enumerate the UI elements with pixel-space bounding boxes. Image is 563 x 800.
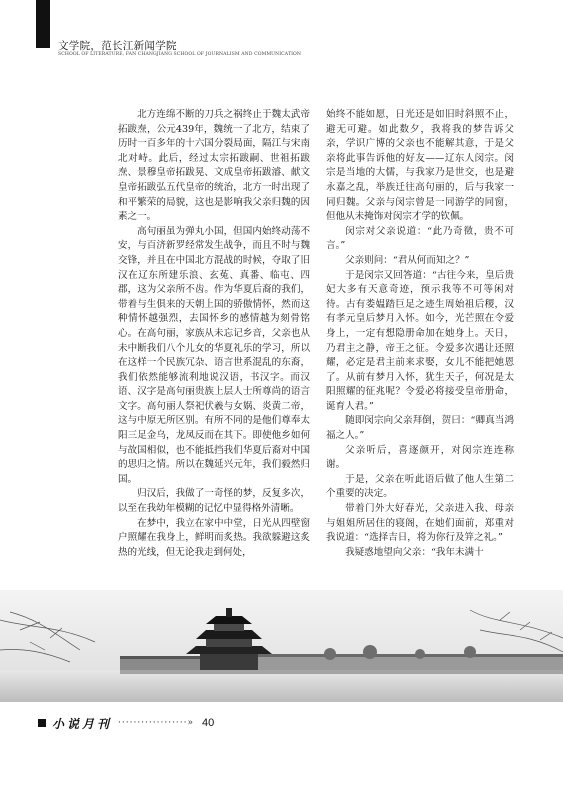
magazine-name: 小说月刊 [52,716,113,731]
paragraph: 我疑惑地望向父亲：“我年未满十 [345,546,484,558]
footer [38,715,214,731]
paragraph: 于是闵宗又回答道：“古往今来，皇后贵妃大多有天意奇迹，预示我等不可等闲对待。古有娄媪踏巨足之迹生周始祖后稷，汉有孝元皇后梦月入怀。如今，光芒照在令爱身上，一定有想隐册命加在她身上。天日，乃君主之静，帝王之征。令爱多次遇让还照耀，必定是君主前来求娶，女儿不能把她恩了。从前有梦月入怀，犹生天子，何况是太阳照耀的征兆呢？令爱必将接受皇帝册命，诞育人君。” [326,269,514,412]
page-number: 40 [202,717,215,729]
footer-dot-leader: ··················» [118,718,195,728]
header-title: 文学院，范长江新闻学院 [58,40,177,52]
header-subtitle: SCHOOL OF LITERATURE, FAN CHANGJIANG SCHOOL OF JOURNALISM AND COMMUNICATION [58,52,302,57]
paragraph: 闵宗对父亲说道：“此乃奇徵，贵不可言。” [326,225,514,252]
paragraph: 父亲则问：“君从何而知之？” [345,254,470,266]
paragraph: 父亲听后，喜逐颜开，对闵宗连连称谢。 [326,444,514,471]
paragraph: 带着门外大好春光，父亲进入我、母亲与姐姐所居住的寝阁，在她们面前，郑重对我说道：“选择吉日，将为你行及笄之礼。” [326,503,514,544]
paragraph: 北方连绵不断的刀兵之祸终止于魏太武帝拓跋焘，公元439年，魏统一了北方，结束了历时一百多年的十六国分裂局面，隔江与宋南北对峙。此后，经过太宗拓跋嗣、世祖拓跋焘、景穆皇帝拓跋晃、文成皇帝拓跋濬、献文皇帝拓跋弘五代皇帝的统治，北方一时出现了和平繁荣的局貌，这也是影响我父亲归魏的因素之一。 [118,109,310,223]
paragraph: 在梦中，我立在家中中堂，日光从四壁窗户照耀在我身上，鲜明而炙热。我欲躲避这炙热的光线，但无论我走到何处， [118,517,310,558]
footer-square-mark [38,719,46,727]
paragraph: 随即闵宗向父亲拜倒，贺曰：“卿真当鸿福之人。” [326,415,514,442]
right-column [326,108,514,560]
header-bar [36,0,50,48]
paragraph: 高句丽虽为弹丸小国，但国内始终动荡不安，与百济新罗经常发生战争，而且不时与魏交锋，并且在中国北方混战的时候，夺取了旧汉在辽东所建乐浪、玄菟、真番、临屯、四郡，这为父亲所不齿。作为华夏后裔的我们，带着与生俱来的天朝上国的骄傲情怀，然而这种情怀越强烈，去国怀乡的感情越为刻骨铭心。在高句丽，家族从未忘记乡音，父亲也从未中断我们八个儿女的华夏礼乐的学习，所以在这样一个民族冗杂、语言世系混乱的东裔，我们依然能够流利地说汉语，书汉字。而汉语、汉字是高句丽贵族上层人士所尊尚的语言文字。高句丽人祭祀伏羲与女娲、炎黄二帝，这与中原无所区别。有所不同的是他们尊奉太阳三足金乌，龙凤反而在其下。即使他乡如何与故国相似，也不能抵挡我们华夏后裔对中国的思归之情。所以在魏延兴元年，我们毅然归国。 [118,225,310,485]
paragraph: 于是，父亲在听此语后做了他人生第二个重要的决定。 [326,473,514,500]
left-column [118,108,310,560]
forbidden-city-corner-tower-photo [0,590,563,702]
paragraph: 归汉后，我做了一奇怪的梦，反复多次，以至在我幼年模糊的记忆中显得格外清晰。 [118,488,310,515]
paragraph: 始终不能如愿，日光还是如旧时斜照不止，避无可避。如此数夕，我将我的梦告诉父亲，学识广博的父亲也不能解其意，于是父亲将此事告诉他的好友——辽东人闵宗。闵宗是当地的大儒，与我家乃是世交，也是避永嘉之乱，举族迁往高句丽的，后与我家一同归魏。父亲与闵宗曾是一同游学的同窗，但他从未掩饰对闵宗才学的钦佩。 [326,109,514,223]
